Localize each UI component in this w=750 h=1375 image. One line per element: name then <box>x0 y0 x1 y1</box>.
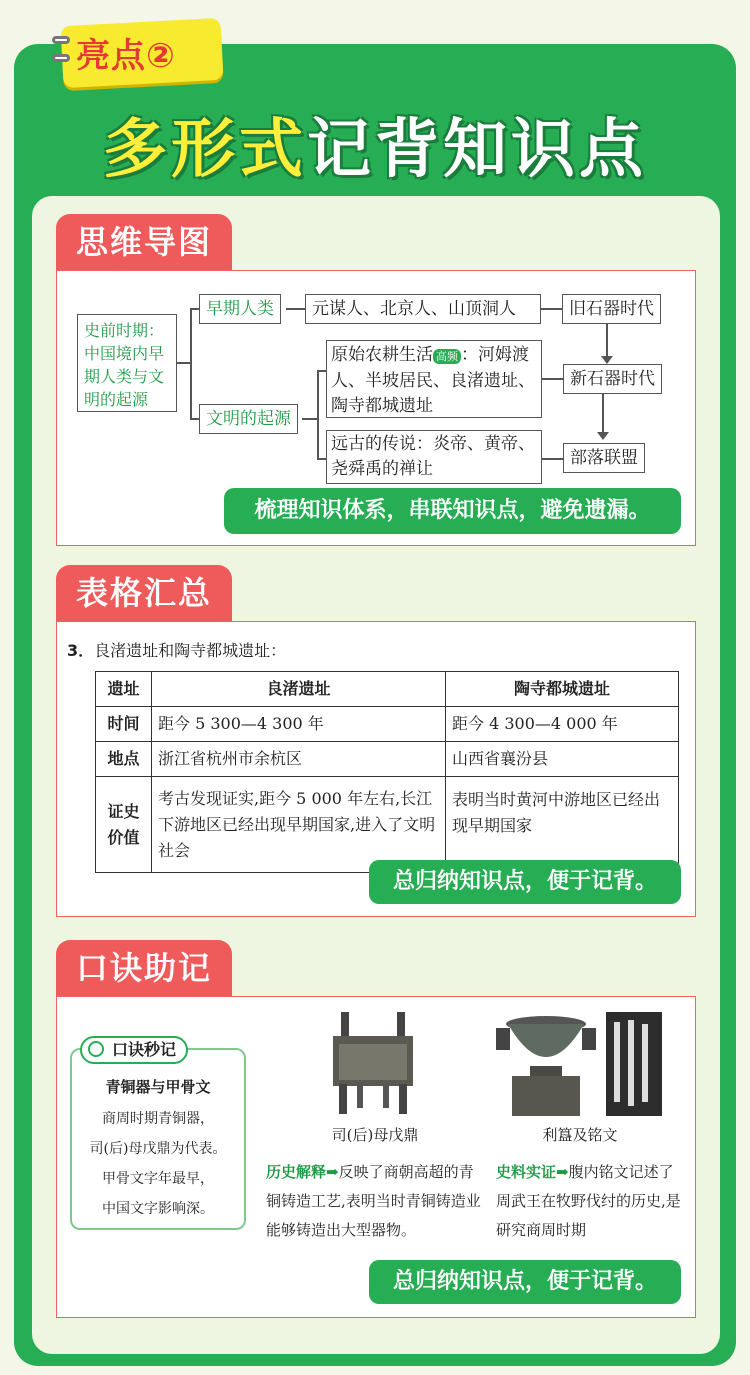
node-civilization: 文明的起源 <box>199 404 298 434</box>
table-row: 时间 距今 5 300—4 300 年 距今 4 300—4 000 年 <box>96 707 679 742</box>
inscription-image <box>606 1012 662 1116</box>
arrow-right-icon: ➡ <box>556 1163 569 1181</box>
section-title-mindmap: 思维导图 <box>56 214 232 270</box>
callout-bubble: 总归纳知识点，便于记背。 <box>369 1260 681 1304</box>
history-explanation: 历史解释➡反映了商朝高超的青铜铸造工艺,表明当时青铜铸造业能够铸造出大型器物。 <box>266 1163 481 1239</box>
node-early-humans: 早期人类 <box>199 294 281 324</box>
section-title-table: 表格汇总 <box>56 565 232 621</box>
arrow-right-icon: ➡ <box>326 1163 339 1181</box>
ding-vessel-image <box>325 1012 421 1116</box>
poem-lines: 商周时期青铜器， 司(后)母戊鼎为代表。 甲骨文字年最早， 中国文字影响深。 <box>89 1111 227 1217</box>
table-heading: 3．良渚遗址和陶寺都城遗址： <box>67 641 287 660</box>
callout-bubble: 梳理知识体系，串联知识点，避免遗漏。 <box>224 488 681 534</box>
sites-table <box>95 671 679 873</box>
node-early-sites: 元谋人、北京人、山顶洞人 <box>305 294 541 324</box>
node-paleolithic: 旧石器时代 <box>562 294 661 324</box>
node-legend: 远古的传说：炎帝、黄帝、尧舜禹的禅让 <box>326 430 542 484</box>
evidence-text: 史料实证➡腹内铭文记述了周武王在牧野伐纣的历史,是研究商周时期 <box>496 1163 681 1239</box>
main-title: 多形式记背知识点 <box>103 113 647 187</box>
stopwatch-icon <box>88 1041 104 1057</box>
table-header-row: 遗址 良渚遗址 陶寺都城遗址 <box>96 672 679 707</box>
spring-icon <box>52 36 70 44</box>
callout-bubble: 总归纳知识点，便于记背。 <box>369 860 681 904</box>
mnemonic-badge: 口诀秒记 <box>80 1036 188 1064</box>
node-tribe: 部落联盟 <box>563 443 645 473</box>
caption-gui: 利簋及铭文 <box>542 1126 618 1144</box>
arrow-down-icon <box>597 432 609 440</box>
gui-vessel-image <box>496 1010 596 1118</box>
table-row: 地点 浙江省杭州市余杭区 山西省襄汾县 <box>96 742 679 777</box>
arrow-down-icon <box>601 356 613 364</box>
highlight-tag: 亮点② <box>76 36 176 76</box>
mindmap-root: 史前时期：中国境内早期人类与文明的起源 <box>77 314 177 412</box>
spring-icon <box>52 54 70 62</box>
poem-title: 青铜器与甲骨文 <box>105 1078 211 1096</box>
section-title-mnemonic: 口诀助记 <box>56 940 232 996</box>
caption-ding: 司(后)母戊鼎 <box>331 1126 419 1144</box>
node-agriculture: 原始农耕生活 高频 ：河姆渡人、半坡居民、良渚遗址、陶寺都城遗址 <box>326 340 542 418</box>
table-row: 证史价值 考古发现证实,距今 5 000 年左右,长江下游地区已经出现早期国家,进入了文明社会 表明当时黄河中游地区已经出现早期国家 <box>96 777 679 873</box>
gaopin-badge: 高频 <box>433 349 461 364</box>
node-neolithic: 新石器时代 <box>563 364 662 394</box>
